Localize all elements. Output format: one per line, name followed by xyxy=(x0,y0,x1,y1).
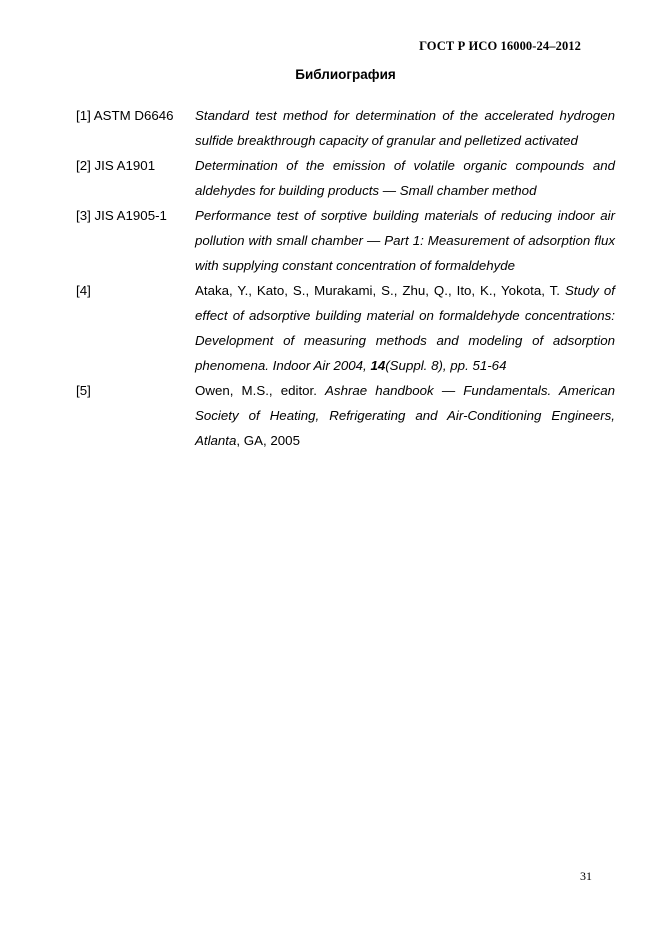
entry-label: [3] JIS A1905-1 xyxy=(76,208,167,223)
document-header: ГОСТ Р ИСО 16000-24–2012 xyxy=(419,39,581,53)
bibliography-entry xyxy=(76,278,615,378)
entry-title: Standard test method for determination of the accelerated hydrogen sulfide breakthrough capacity of granular and pelletized activated xyxy=(195,108,615,148)
entry-body xyxy=(195,278,615,378)
bibliography-title: Библиография xyxy=(295,67,396,82)
entry-authors: Owen, M.S., editor. xyxy=(195,383,317,398)
bibliography-entry xyxy=(76,103,615,153)
bibliography-entry xyxy=(76,153,615,203)
entry-details: (Suppl. 8), pp. 51-64 xyxy=(385,358,507,373)
bibliography-entry xyxy=(76,378,615,453)
entry-title: Performance test of sorptive building materials of reducing indoor air pollution with small chamber — Part 1: Measurement of adsorption flux with supplying constant concentration of formaldehyde xyxy=(195,208,615,273)
entry-title: Study of effect of adsorptive building material on formaldehyde concentrations: Development of measuring methods and modeling of adsorption phenomena. Indoor Air 2004, xyxy=(195,283,615,373)
entry-title: Determination of the emission of volatile organic compounds and aldehydes for building products — Small chamber method xyxy=(195,158,615,198)
entry-label: [4] xyxy=(76,283,91,298)
entry-label: [5] xyxy=(76,383,91,398)
bibliography-entry xyxy=(76,203,615,278)
entry-authors: Ataka, Y., Kato, S., Murakami, S., Zhu, Q., Ito, K., Yokota, T. xyxy=(195,283,560,298)
bibliography-list xyxy=(76,103,615,453)
entry-details: , GA, 2005 xyxy=(236,433,300,448)
entry-label: [2] JIS A1901 xyxy=(76,158,156,173)
entry-title: Ashrae handbook — Fundamentals. American Society of Heating, Refrigerating and Air-Conditioning Engineers, Atlanta xyxy=(195,383,615,448)
entry-volume: 14 xyxy=(370,358,386,373)
page-number: 31 xyxy=(580,869,592,883)
entry-body xyxy=(195,378,615,453)
entry-label: [1] ASTM D6646 xyxy=(76,108,174,123)
